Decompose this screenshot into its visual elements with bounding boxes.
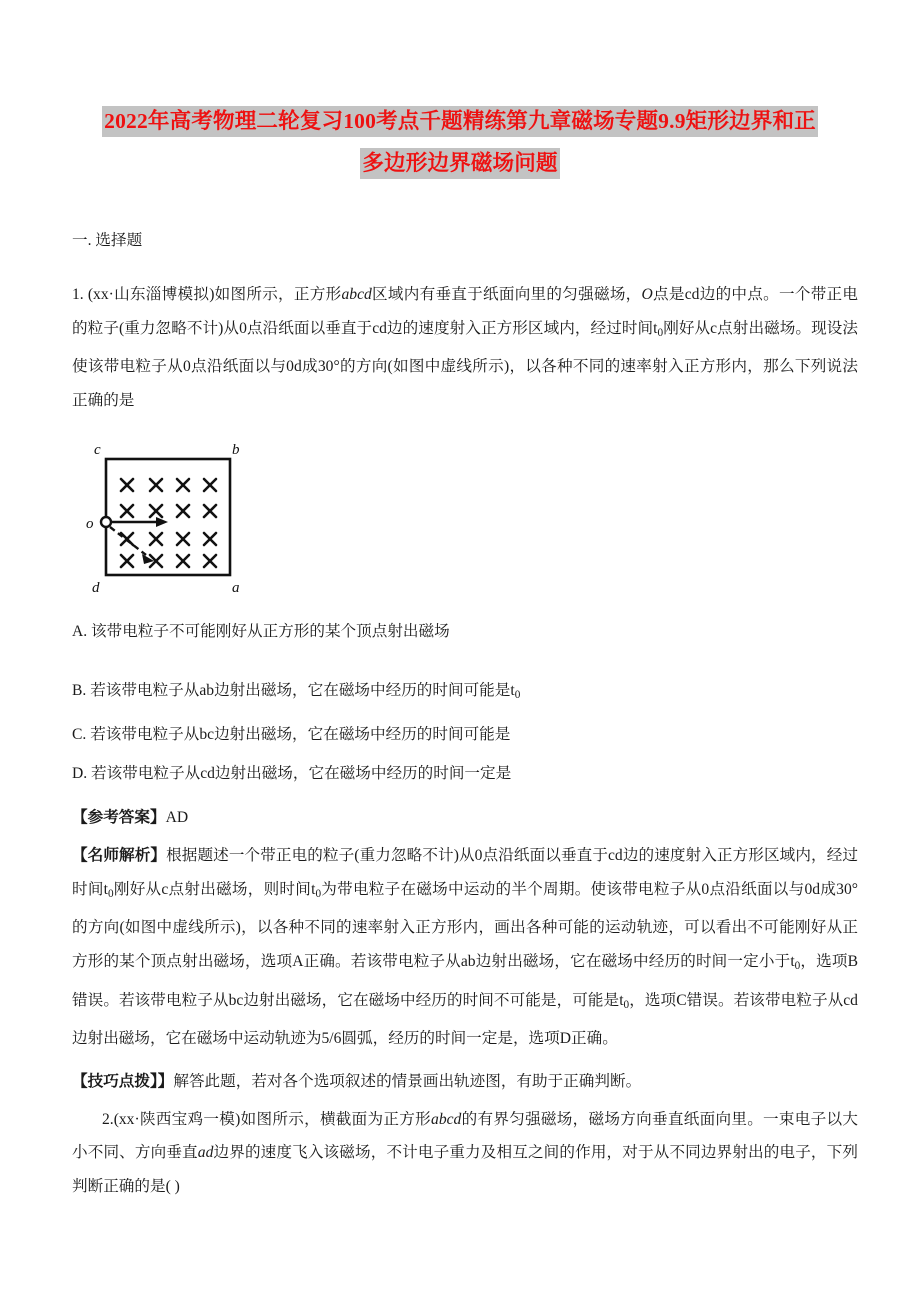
explanation-p2: 刚好从c点射出磁场，则时间t bbox=[113, 880, 316, 898]
option-c-text: C. 若该带电粒子从bc边射出磁场，它在磁场中经历的时间可能是 bbox=[72, 726, 511, 744]
answer-label: 【参考答案】 bbox=[72, 809, 166, 827]
answer-value: AD bbox=[165, 809, 189, 827]
field-cross bbox=[204, 555, 216, 567]
explanation-p4: ，选项B错误。若该带电粒子从bc边射出磁场，它在磁场中经历的时间不可能是，可能是t bbox=[72, 952, 858, 1009]
field-cross bbox=[150, 533, 162, 545]
q1-text-3: 点是cd边的中点。一个带正电的粒子(重力忽略不计)从0点沿纸面以垂直于cd边的速度射入正方形区域内，经过时间t bbox=[72, 286, 858, 337]
q2-text-1: 2.(xx·陕西宝鸡一模)如图所示，横截面为正方形 bbox=[102, 1110, 432, 1128]
label-a: a bbox=[232, 580, 240, 597]
label-d: d bbox=[92, 580, 100, 597]
field-cross bbox=[121, 479, 133, 491]
magnetic-field-figure bbox=[72, 437, 858, 597]
reference-answer bbox=[72, 802, 858, 833]
field-cross bbox=[121, 555, 133, 567]
field-cross bbox=[150, 479, 162, 491]
q2-italic-ad: ad bbox=[197, 1144, 214, 1162]
field-cross bbox=[177, 533, 189, 545]
field-cross bbox=[204, 505, 216, 517]
field-cross bbox=[204, 479, 216, 491]
q1-text-4: 刚好从c点射出磁场。现设法使该带电粒子从0点沿纸面以与0d成30°的方向(如图中虚线所示)，以各种不同的速率射入正方形内，那么下列说法正确的是 bbox=[72, 319, 859, 409]
option-d[interactable] bbox=[72, 757, 858, 790]
tip-label: 【技巧点拨】】 bbox=[72, 1072, 174, 1090]
title-line-2 bbox=[0, 142, 920, 184]
explanation-sub2: 0 bbox=[315, 887, 322, 900]
option-a[interactable]: A. 该带电粒子不可能刚好从正方形的某个顶点射出磁场 bbox=[72, 623, 450, 641]
label-c: c bbox=[94, 442, 101, 459]
field-cross bbox=[177, 505, 189, 517]
q1-italic-o: O bbox=[641, 286, 653, 303]
field-cross bbox=[150, 505, 162, 517]
section-heading: 一. 选择题 bbox=[72, 232, 143, 249]
figure-svg bbox=[72, 437, 302, 597]
option-c[interactable] bbox=[72, 718, 858, 751]
option-b-text: B. 若该带电粒子从ab边射出磁场，它在磁场中经历的时间可能是t bbox=[72, 682, 515, 700]
document-title bbox=[0, 100, 920, 184]
explanation-p3: 为带电粒子在磁场中运动的半个周期。使该带电粒子从0点沿纸面以与0d成30°的方向(如图中虚线所示)，以各种不同的速率射入正方形内，画出各种可能的运动轨迹，可以看出不可能刚好从正方形的某个顶点射出磁场，选项A正确。若该带电粒子从ab边射出磁场，它在磁场中经历的时间一定小于t bbox=[72, 880, 858, 970]
field-cross bbox=[177, 479, 189, 491]
velocity-arrow bbox=[112, 517, 168, 527]
field-cross bbox=[121, 505, 133, 517]
explanation-sub1: 0 bbox=[108, 887, 114, 900]
field-cross bbox=[177, 555, 189, 567]
q1-italic-abcd: abcd bbox=[341, 286, 372, 303]
tip-text: 解答此题，若对各个选项叙述的情景画出轨迹图，有助于正确判断。 bbox=[173, 1072, 642, 1090]
q1-text-1: 1. (xx·山东淄博模拟)如图所示，正方形 bbox=[72, 286, 342, 303]
q2-italic-abcd: abcd bbox=[431, 1110, 462, 1128]
explanation-sub3: 0 bbox=[794, 960, 801, 973]
explanation-p5: ，选项C错误。若该带电粒子从cd边射出磁场，它在磁场中运动轨迹为5/6圆弧，经历的时间一定是，选项D正确。 bbox=[72, 991, 858, 1048]
q1-text-2: 区域内有垂直于纸面向里的匀强磁场， bbox=[371, 286, 642, 303]
option-b-subscript: 0 bbox=[514, 689, 521, 702]
label-b: b bbox=[232, 442, 240, 459]
title-line-1-text: 2022年高考物理二轮复习100考点千题精练第九章磁场专题9.9矩形边界和正 bbox=[102, 106, 818, 137]
explanation-label: 【名师解析】 bbox=[72, 847, 167, 865]
q2-text-2: 的有界匀强磁场，磁场方向垂直纸面向里。一束电子以大小不同、方向垂直 bbox=[72, 1110, 858, 1162]
title-line-2-text: 多边形边界磁场问题 bbox=[360, 148, 559, 179]
option-b[interactable] bbox=[72, 674, 858, 712]
teacher-explanation bbox=[72, 839, 858, 1055]
field-cross bbox=[204, 533, 216, 545]
q2-text-3: 边界的速度飞入该磁场，不计电子重力及相互之间的作用，对于从不同边界射出的电子，下列判断正确的是( ) bbox=[72, 1144, 858, 1195]
title-line-1 bbox=[0, 100, 920, 142]
explanation-sub4: 0 bbox=[623, 998, 630, 1011]
technique-tip bbox=[72, 1066, 858, 1097]
explanation-p1: 根据题述一个带正电的粒子(重力忽略不计)从0点沿纸面以垂直于cd边的速度射入正方形区域内，经过时间t bbox=[72, 847, 858, 898]
question-1-stem bbox=[72, 278, 858, 417]
option-d-text: D. 若该带电粒子从cd边射出磁场，它在磁场中经历的时间一定是 bbox=[72, 765, 512, 783]
document-body bbox=[72, 226, 858, 1203]
q1-subscript-0: 0 bbox=[657, 326, 664, 339]
label-o: o bbox=[86, 516, 94, 533]
question-2-stem bbox=[72, 1103, 858, 1204]
point-o-marker bbox=[101, 517, 111, 527]
